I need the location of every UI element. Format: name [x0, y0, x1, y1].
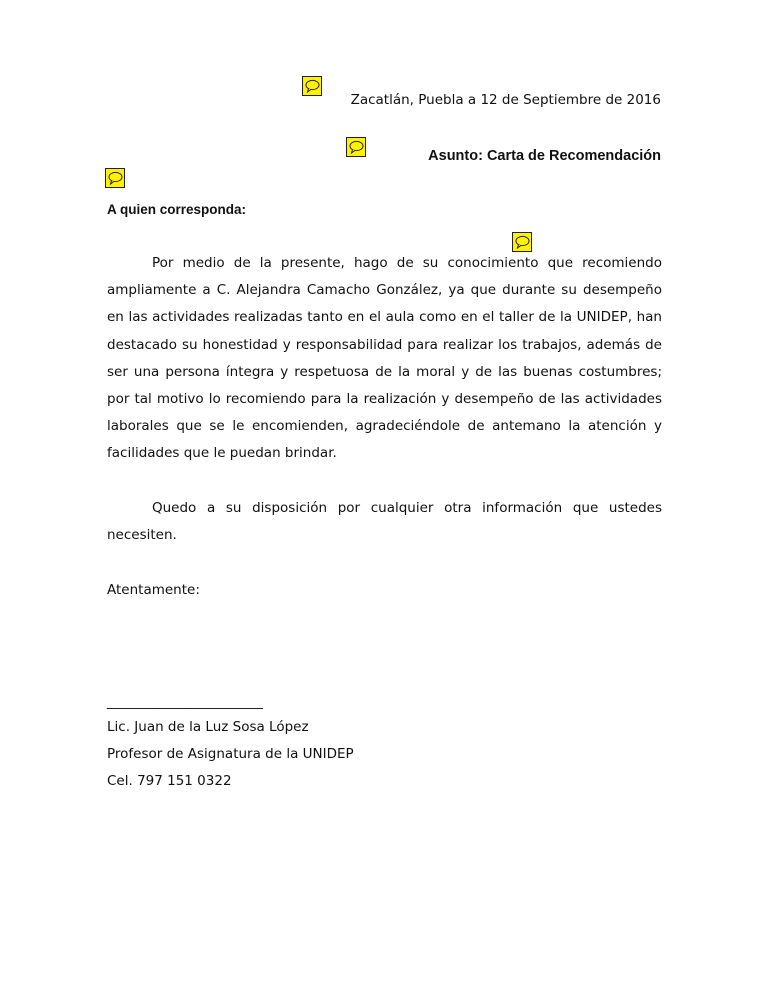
speech-bubble-icon	[305, 79, 320, 93]
comment-marker-body[interactable]	[512, 232, 532, 252]
body-paragraph-2: Quedo a su disposición por cualquier otra información que ustedes necesiten.	[107, 500, 662, 544]
body-paragraph-1: Por medio de la presente, hago de su conocimiento que recomiendo ampliamente a C. Alejandra Camacho González, ya que durante su desempeño en las actividades realizadas tanto en el aula como en el taller de la UNIDEP, han destacado su honestidad y responsabilidad para realizar los trabajos, además de ser una persona íntegra y respetuosa de la moral y de las buenas costumbres; por tal motivo lo recomiendo para la realización y desempeño de las actividades laborales que se le encomienden, agradeciéndole de antemano la atención y facilidades que le puedan brindar.	[107, 255, 662, 462]
signature-line: ________________________	[107, 695, 263, 710]
speech-bubble-icon	[515, 235, 530, 249]
salutation: A quien corresponda:	[107, 202, 247, 217]
comment-marker-salutation[interactable]	[105, 168, 125, 188]
signer-name: Lic. Juan de la Luz Sosa López	[107, 719, 309, 735]
signer-phone: Cel. 797 151 0322	[107, 773, 232, 789]
comment-marker-date[interactable]	[302, 76, 322, 96]
speech-bubble-icon	[349, 140, 364, 154]
subject-line: Asunto: Carta de Recomendación	[428, 148, 661, 164]
place-date: Zacatlán, Puebla a 12 de Septiembre de 2016	[350, 92, 661, 108]
comment-marker-subject[interactable]	[346, 137, 366, 157]
closing: Atentamente:	[107, 582, 200, 598]
signer-title: Profesor de Asignatura de la UNIDEP	[107, 746, 354, 762]
speech-bubble-icon	[108, 171, 123, 185]
